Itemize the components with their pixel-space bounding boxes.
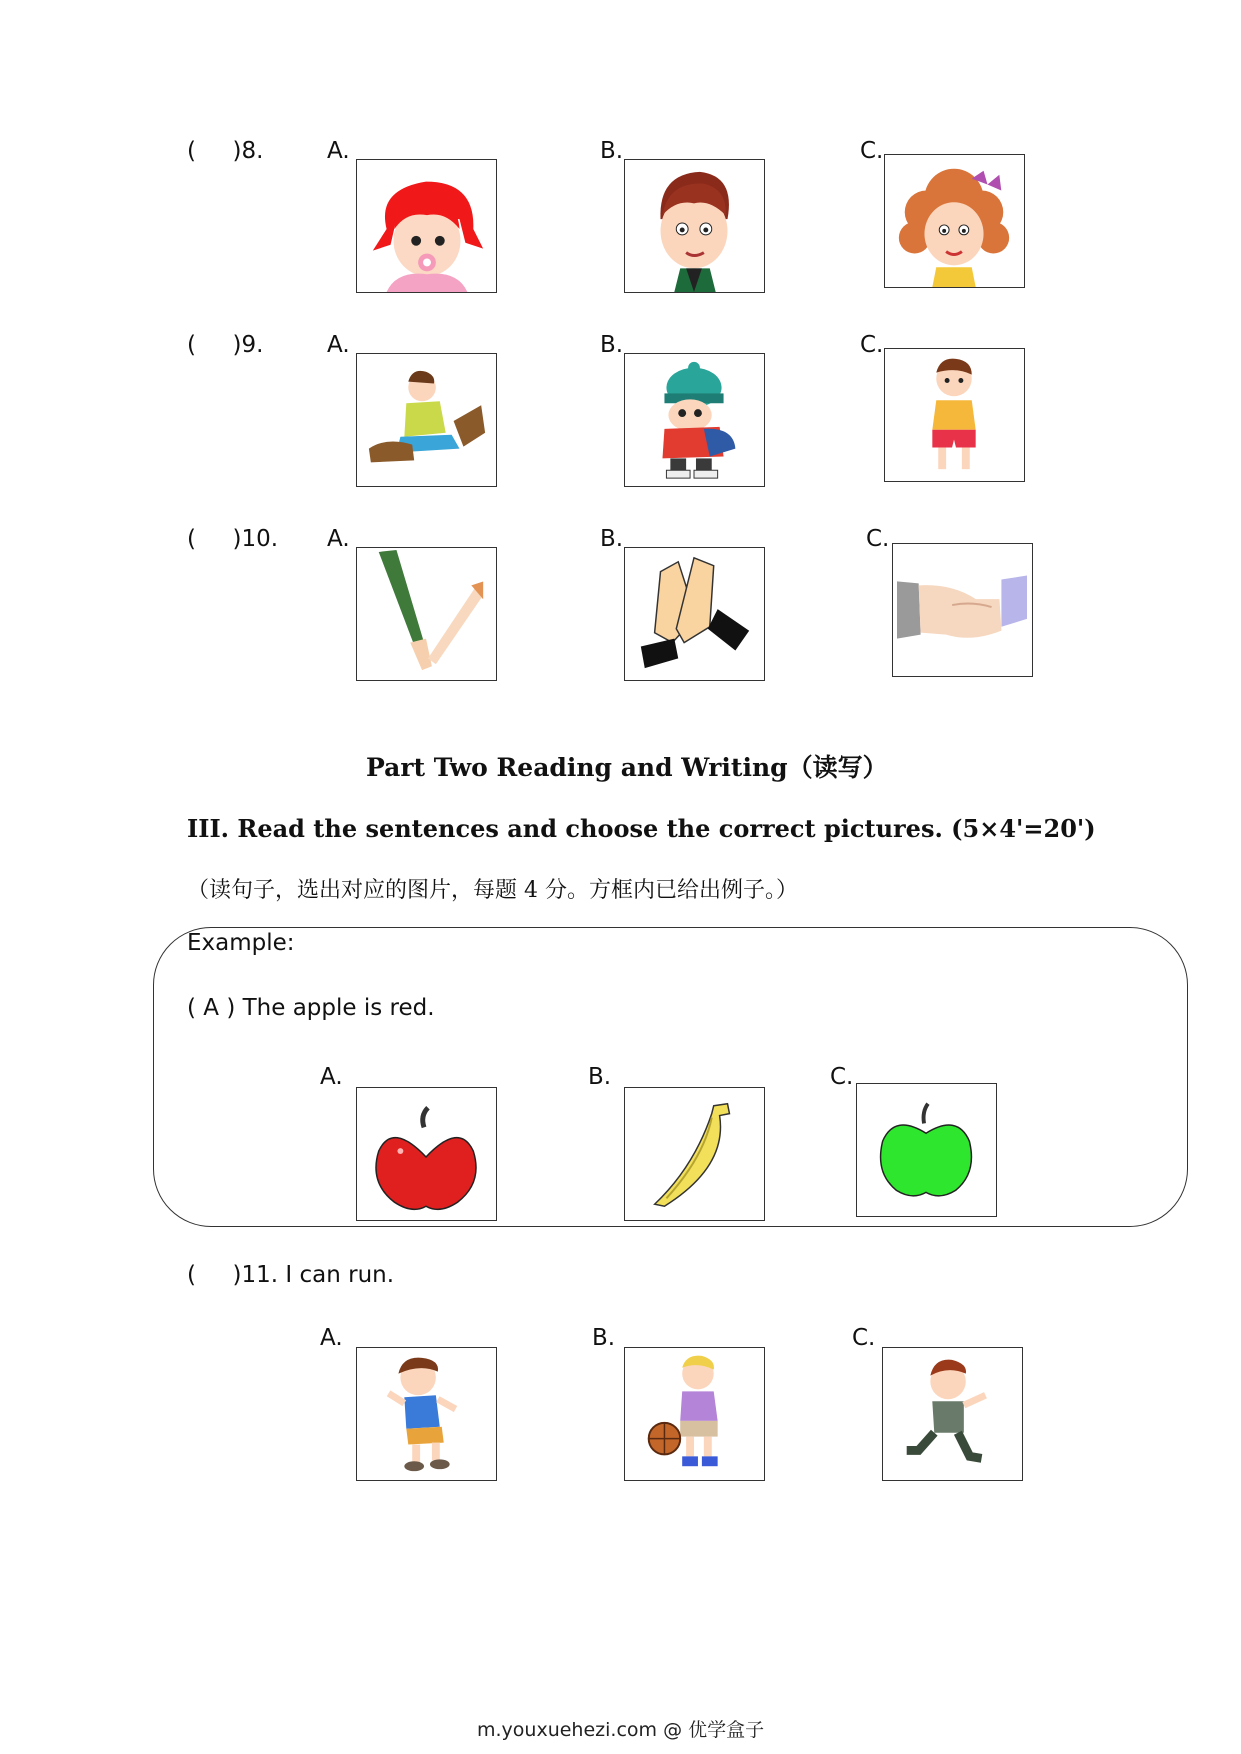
- q11-option-a-label: A.: [320, 1325, 343, 1351]
- red-apple-icon: [356, 1087, 497, 1221]
- q8-bracket: ( )8.: [187, 138, 264, 164]
- banana-icon: [624, 1087, 765, 1221]
- example-option-b-label: B.: [588, 1064, 612, 1090]
- boy-with-basketball-icon[interactable]: [624, 1347, 765, 1481]
- hands-clapping-icon[interactable]: [624, 547, 765, 681]
- boy-face-icon[interactable]: [624, 159, 765, 293]
- q8-option-a-label: A.: [327, 138, 350, 164]
- baby-girl-pacifier-icon[interactable]: [356, 159, 497, 293]
- q11-option-c-label: C.: [852, 1325, 876, 1351]
- q10-bracket: ( )10.: [187, 526, 279, 552]
- q8-option-c-label: C.: [860, 138, 884, 164]
- green-apple-icon: [856, 1083, 997, 1217]
- q10-option-c-label: C.: [866, 526, 890, 552]
- example-label: Example:: [187, 930, 295, 956]
- handshake-icon[interactable]: [892, 543, 1033, 677]
- q10-option-b-label: B.: [600, 526, 624, 552]
- question-9-number: [187, 332, 263, 358]
- example-option-c-label: C.: [830, 1064, 854, 1090]
- q9-bracket: ( )9.: [187, 332, 264, 358]
- question-10-number: [187, 526, 278, 552]
- boy-with-hat-coat-icon[interactable]: [624, 353, 765, 487]
- q11-option-b-label: B.: [592, 1325, 616, 1351]
- girl-bow-face-icon[interactable]: [884, 154, 1025, 288]
- boy-in-shorts-icon[interactable]: [884, 348, 1025, 482]
- hands-holding-icon[interactable]: [356, 547, 497, 681]
- q9-option-b-label: B.: [600, 332, 624, 358]
- q11-bracket: ( )11. I can run.: [187, 1262, 395, 1288]
- q9-option-a-label: A.: [327, 332, 350, 358]
- section-three-instruction-cn: （读句子，选出对应的图片，每题 4 分。方框内已给出例子。）: [187, 878, 798, 903]
- boy-running-icon[interactable]: [882, 1347, 1023, 1481]
- part-two-title: Part Two Reading and Writing（读写）: [366, 753, 888, 782]
- example-sentence: ( A ) The apple is red.: [187, 995, 435, 1021]
- q10-option-a-label: A.: [327, 526, 350, 552]
- question-11-text: [187, 1262, 394, 1288]
- footer-watermark: m.youxuehezi.com @ 优学盒子: [477, 1719, 765, 1741]
- example-option-a-label: A.: [320, 1064, 343, 1090]
- q9-option-c-label: C.: [860, 332, 884, 358]
- question-8-number: [187, 138, 263, 164]
- boy-dancing-icon[interactable]: [356, 1347, 497, 1481]
- q8-option-b-label: B.: [600, 138, 624, 164]
- child-putting-on-shoes-icon[interactable]: [356, 353, 497, 487]
- section-three-instruction: III. Read the sentences and choose the correct pictures. (5×4'=20'): [187, 814, 1096, 843]
